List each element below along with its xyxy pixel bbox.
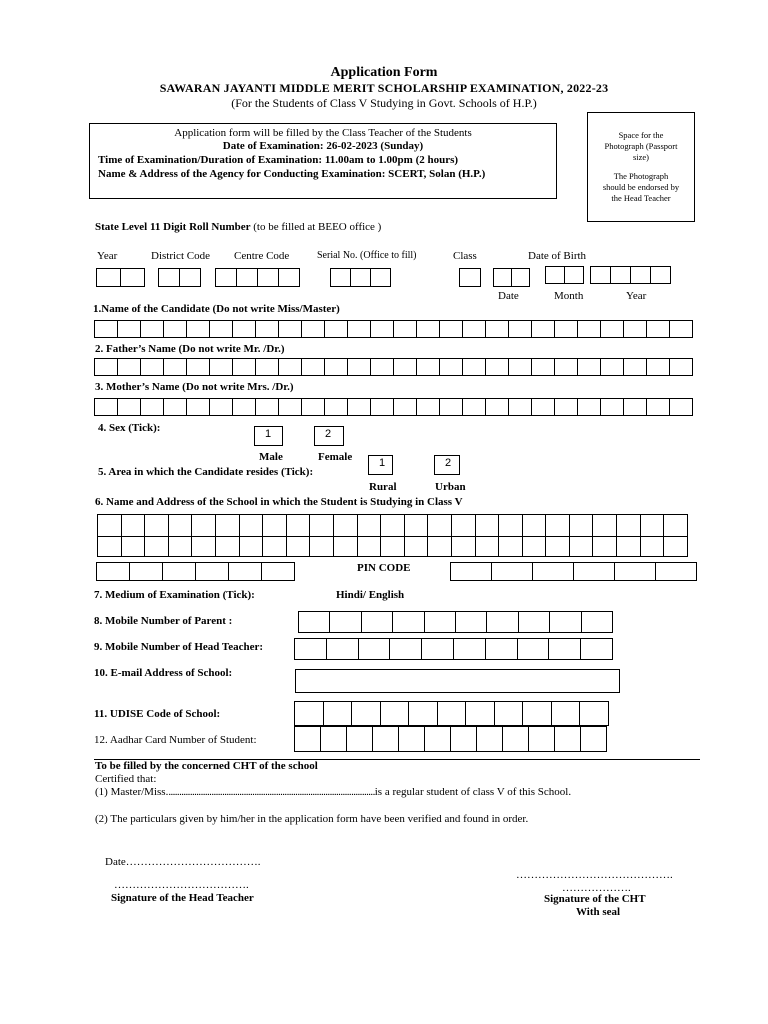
character-cell[interactable] bbox=[393, 358, 417, 376]
character-cell[interactable] bbox=[333, 514, 358, 537]
character-cell[interactable] bbox=[278, 358, 302, 376]
class-label: Class bbox=[453, 250, 477, 262]
dob-year-label: Year bbox=[626, 290, 647, 302]
year-input[interactable] bbox=[96, 268, 145, 287]
character-cell[interactable] bbox=[94, 398, 118, 416]
character-cell[interactable] bbox=[462, 320, 486, 338]
character-cell[interactable] bbox=[437, 701, 467, 726]
certified-label: Certified that: bbox=[95, 773, 157, 785]
character-cell[interactable] bbox=[416, 320, 440, 338]
character-cell[interactable] bbox=[347, 320, 371, 338]
centre-code-input[interactable] bbox=[215, 268, 300, 287]
character-cell[interactable] bbox=[640, 536, 665, 557]
character-cell[interactable] bbox=[163, 358, 187, 376]
character-cell[interactable] bbox=[416, 398, 440, 416]
father-label: 2. Father’s Name (Do not write Mr. /Dr.) bbox=[95, 343, 285, 355]
class-input[interactable] bbox=[459, 268, 481, 287]
character-cell[interactable] bbox=[255, 320, 279, 338]
character-cell[interactable] bbox=[346, 726, 373, 752]
character-cell[interactable] bbox=[298, 611, 330, 633]
character-cell[interactable] bbox=[485, 638, 518, 660]
character-cell[interactable] bbox=[554, 358, 578, 376]
character-cell[interactable] bbox=[416, 358, 440, 376]
character-cell[interactable] bbox=[508, 358, 532, 376]
certification-item-1 bbox=[95, 786, 571, 798]
character-cell[interactable] bbox=[453, 638, 486, 660]
rural-checkbox[interactable]: 1 bbox=[368, 455, 393, 475]
rural-label: Rural bbox=[369, 481, 397, 493]
character-cell[interactable] bbox=[392, 611, 424, 633]
character-cell[interactable] bbox=[451, 514, 476, 537]
item1-prefix: (1) Master/Miss. bbox=[95, 786, 169, 798]
character-cell[interactable] bbox=[168, 536, 193, 557]
character-cell[interactable] bbox=[324, 320, 348, 338]
candidate-name-input[interactable] bbox=[94, 320, 693, 338]
form-title: Application Form bbox=[330, 65, 438, 80]
character-cell[interactable] bbox=[424, 611, 456, 633]
character-cell[interactable] bbox=[144, 536, 169, 557]
character-cell[interactable] bbox=[404, 514, 429, 537]
head-teacher-signature-label: Signature of the Head Teacher bbox=[111, 892, 254, 904]
character-cell[interactable] bbox=[669, 320, 693, 338]
character-cell[interactable] bbox=[262, 536, 287, 557]
character-cell[interactable] bbox=[408, 701, 438, 726]
info-line-4: Name & Address of the Agency for Conducting Examination: SCERT, Solan (H.P.) bbox=[98, 168, 486, 180]
mother-label: 3. Mother’s Name (Do not write Mrs. /Dr.) bbox=[95, 381, 294, 393]
character-cell[interactable] bbox=[508, 320, 532, 338]
cht-seal-label: With seal bbox=[576, 906, 621, 918]
character-cell[interactable] bbox=[215, 514, 240, 537]
character-cell[interactable] bbox=[323, 701, 353, 726]
character-cell[interactable] bbox=[548, 638, 581, 660]
character-cell[interactable] bbox=[393, 398, 417, 416]
email-input[interactable] bbox=[295, 669, 620, 693]
character-cell[interactable] bbox=[278, 320, 302, 338]
character-cell[interactable] bbox=[485, 398, 509, 416]
mobile-head-input[interactable] bbox=[294, 638, 613, 660]
aadhar-input[interactable] bbox=[294, 726, 607, 752]
character-cell[interactable] bbox=[144, 514, 169, 537]
exam-title: SAWARAN JAYANTI MIDDLE MERIT SCHOLARSHIP EXAMINATION, 2022-23 bbox=[159, 81, 609, 95]
serial-label: Serial No. (Office to fill) bbox=[317, 250, 417, 261]
character-cell[interactable] bbox=[455, 611, 487, 633]
photo-note-line: should be endorsed by bbox=[602, 182, 680, 192]
character-cell[interactable] bbox=[329, 611, 361, 633]
character-cell[interactable] bbox=[347, 398, 371, 416]
character-cell[interactable] bbox=[508, 398, 532, 416]
character-cell[interactable] bbox=[439, 358, 463, 376]
character-cell[interactable] bbox=[404, 536, 429, 557]
character-cell[interactable] bbox=[439, 320, 463, 338]
roll-number-label bbox=[95, 221, 381, 233]
character-cell[interactable] bbox=[600, 320, 624, 338]
character-cell[interactable] bbox=[370, 398, 394, 416]
character-cell[interactable] bbox=[398, 726, 425, 752]
area-label: 5. Area in which the Candidate resides (Tick): bbox=[98, 466, 314, 478]
character-cell[interactable] bbox=[117, 320, 141, 338]
mobile-parent-label: 8. Mobile Number of Parent : bbox=[94, 615, 233, 627]
dob-month-label: Month bbox=[554, 290, 584, 302]
character-cell[interactable] bbox=[347, 358, 371, 376]
character-cell[interactable] bbox=[531, 398, 555, 416]
character-cell[interactable] bbox=[475, 514, 500, 537]
year-label: Year bbox=[97, 250, 118, 262]
character-cell[interactable] bbox=[554, 398, 578, 416]
character-cell[interactable] bbox=[475, 536, 500, 557]
district-code-input[interactable] bbox=[158, 268, 201, 287]
character-cell[interactable] bbox=[239, 514, 264, 537]
character-cell[interactable] bbox=[646, 320, 670, 338]
character-cell[interactable] bbox=[551, 701, 581, 726]
pin-code-input[interactable] bbox=[450, 562, 697, 581]
dob-date-input[interactable] bbox=[493, 268, 530, 287]
email-label: 10. E-mail Address of School: bbox=[94, 667, 233, 679]
character-cell[interactable] bbox=[301, 320, 325, 338]
character-cell[interactable] bbox=[592, 536, 617, 557]
dob-month-input[interactable] bbox=[545, 266, 584, 284]
roll-label: State Level 11 Digit Roll Number bbox=[95, 221, 251, 233]
character-cell[interactable] bbox=[94, 320, 118, 338]
district-label: District Code bbox=[151, 250, 210, 262]
male-checkbox[interactable]: 1 bbox=[254, 426, 283, 446]
character-cell[interactable] bbox=[450, 726, 477, 752]
medium-label: 7. Medium of Examination (Tick): bbox=[94, 589, 255, 601]
character-cell[interactable] bbox=[372, 726, 399, 752]
character-cell[interactable] bbox=[549, 611, 581, 633]
student-name-dotted-line[interactable]: ................................................................................................ bbox=[168, 786, 375, 798]
character-cell[interactable] bbox=[358, 638, 391, 660]
character-cell[interactable] bbox=[600, 358, 624, 376]
character-cell[interactable] bbox=[191, 514, 216, 537]
character-cell[interactable] bbox=[663, 536, 688, 557]
character-cell[interactable] bbox=[476, 726, 503, 752]
udise-input[interactable] bbox=[294, 701, 609, 726]
character-cell[interactable] bbox=[380, 536, 405, 557]
character-cell[interactable] bbox=[600, 398, 624, 416]
centre-label: Centre Code bbox=[234, 250, 290, 262]
female-checkbox[interactable]: 2 bbox=[314, 426, 344, 446]
character-cell[interactable] bbox=[498, 514, 523, 537]
character-cell[interactable] bbox=[301, 398, 325, 416]
character-cell[interactable] bbox=[286, 514, 311, 537]
character-cell[interactable] bbox=[580, 638, 613, 660]
character-cell[interactable] bbox=[309, 514, 334, 537]
character-cell[interactable] bbox=[301, 358, 325, 376]
character-cell[interactable] bbox=[577, 320, 601, 338]
character-cell[interactable] bbox=[309, 536, 334, 557]
character-cell[interactable] bbox=[140, 320, 164, 338]
character-cell[interactable] bbox=[209, 320, 233, 338]
character-cell[interactable] bbox=[294, 638, 327, 660]
mother-name-input[interactable] bbox=[94, 398, 693, 416]
character-cell[interactable] bbox=[421, 638, 454, 660]
candidate-label: 1.Name of the Candidate (Do not write Miss/Master) bbox=[93, 303, 340, 315]
udise-label: 11. UDISE Code of School: bbox=[94, 708, 221, 720]
photo-note-line: Space for the bbox=[618, 130, 664, 140]
character-cell[interactable] bbox=[616, 514, 641, 537]
character-cell[interactable] bbox=[117, 358, 141, 376]
character-cell[interactable] bbox=[569, 536, 594, 557]
character-cell[interactable] bbox=[324, 358, 348, 376]
character-cell[interactable] bbox=[140, 398, 164, 416]
character-cell[interactable] bbox=[531, 358, 555, 376]
character-cell[interactable] bbox=[262, 514, 287, 537]
character-cell[interactable] bbox=[427, 536, 452, 557]
photo-note-line: size) bbox=[632, 152, 650, 162]
cht-heading: To be filled by the concerned CHT of the school bbox=[95, 760, 318, 772]
character-cell[interactable] bbox=[186, 358, 210, 376]
character-cell[interactable] bbox=[554, 320, 578, 338]
character-cell[interactable] bbox=[451, 536, 476, 557]
male-label: Male bbox=[259, 451, 283, 463]
character-cell[interactable] bbox=[294, 701, 324, 726]
school-address-line1[interactable] bbox=[97, 514, 688, 537]
photo-note bbox=[587, 130, 695, 204]
character-cell[interactable] bbox=[518, 611, 550, 633]
character-cell[interactable] bbox=[140, 358, 164, 376]
item1-suffix: is a regular student of class V of this School bbox=[374, 786, 569, 798]
character-cell[interactable] bbox=[209, 398, 233, 416]
item1-end: . bbox=[568, 786, 572, 798]
character-cell[interactable] bbox=[370, 358, 394, 376]
character-cell[interactable] bbox=[232, 358, 256, 376]
character-cell[interactable] bbox=[163, 320, 187, 338]
character-cell[interactable] bbox=[361, 611, 393, 633]
character-cell[interactable] bbox=[286, 536, 311, 557]
character-cell[interactable] bbox=[121, 514, 146, 537]
dob-label: Date of Birth bbox=[528, 250, 587, 262]
dob-date-label: Date bbox=[498, 290, 519, 302]
character-cell[interactable] bbox=[462, 398, 486, 416]
character-cell[interactable] bbox=[462, 358, 486, 376]
pin-code-label: PIN CODE bbox=[357, 562, 411, 574]
character-cell[interactable] bbox=[465, 701, 495, 726]
character-cell[interactable] bbox=[502, 726, 529, 752]
character-cell[interactable] bbox=[517, 638, 550, 660]
character-cell[interactable] bbox=[97, 514, 122, 537]
character-cell[interactable] bbox=[209, 358, 233, 376]
photo-note-line: Photograph (Passport bbox=[604, 141, 678, 151]
character-cell[interactable] bbox=[97, 536, 122, 557]
info-line-2: Date of Examination: 26-02-2023 (Sunday) bbox=[222, 140, 424, 152]
character-cell[interactable] bbox=[324, 398, 348, 416]
sex-label: 4. Sex (Tick): bbox=[98, 422, 161, 434]
character-cell[interactable] bbox=[427, 514, 452, 537]
school-address-line3[interactable] bbox=[96, 562, 295, 581]
character-cell[interactable] bbox=[357, 514, 382, 537]
character-cell[interactable] bbox=[94, 358, 118, 376]
character-cell[interactable] bbox=[531, 320, 555, 338]
head-teacher-signature-line[interactable]: ………………………………. bbox=[114, 879, 249, 891]
character-cell[interactable] bbox=[215, 536, 240, 557]
urban-checkbox[interactable]: 2 bbox=[434, 455, 460, 475]
character-cell[interactable] bbox=[581, 611, 613, 633]
urban-label: Urban bbox=[435, 481, 466, 493]
character-cell[interactable] bbox=[121, 536, 146, 557]
character-cell[interactable] bbox=[669, 398, 693, 416]
character-cell[interactable] bbox=[326, 638, 359, 660]
character-cell[interactable] bbox=[232, 398, 256, 416]
mobile-head-label: 9. Mobile Number of Head Teacher: bbox=[94, 641, 264, 653]
character-cell[interactable] bbox=[186, 398, 210, 416]
character-cell[interactable] bbox=[545, 536, 570, 557]
cht-signature-line[interactable]: ……………………………………. bbox=[516, 869, 673, 881]
character-cell[interactable] bbox=[528, 726, 555, 752]
roll-note: (to be filled at BEEO office ) bbox=[253, 221, 382, 233]
character-cell[interactable] bbox=[380, 514, 405, 537]
character-cell[interactable] bbox=[232, 320, 256, 338]
date-field[interactable] bbox=[105, 856, 261, 868]
info-line-1: Application form will be filled by the Class Teacher of the Students bbox=[174, 127, 472, 139]
certification-item-2: (2) The particulars given by him/her in the application form have been verified and found in order. bbox=[95, 813, 529, 825]
character-cell[interactable] bbox=[498, 536, 523, 557]
father-name-input[interactable] bbox=[94, 358, 693, 376]
character-cell[interactable] bbox=[351, 701, 381, 726]
photo-note-line: The Photograph bbox=[613, 171, 669, 181]
character-cell[interactable] bbox=[592, 514, 617, 537]
character-cell[interactable] bbox=[522, 536, 547, 557]
character-cell[interactable] bbox=[424, 726, 451, 752]
character-cell[interactable] bbox=[579, 701, 609, 726]
character-cell[interactable] bbox=[663, 514, 688, 537]
cht-signature-label: Signature of the CHT bbox=[544, 893, 646, 905]
character-cell[interactable] bbox=[623, 358, 647, 376]
character-cell[interactable] bbox=[186, 320, 210, 338]
character-cell[interactable] bbox=[522, 701, 552, 726]
character-cell[interactable] bbox=[522, 514, 547, 537]
form-subtitle: (For the Students of Class V Studying in Govt. Schools of H.P.) bbox=[231, 96, 537, 110]
character-cell[interactable] bbox=[486, 611, 518, 633]
cht-signature-line-2[interactable]: ………………. bbox=[562, 882, 631, 894]
character-cell[interactable] bbox=[333, 536, 358, 557]
character-cell[interactable] bbox=[640, 514, 665, 537]
character-cell[interactable] bbox=[117, 398, 141, 416]
character-cell[interactable] bbox=[255, 358, 279, 376]
info-line-3: Time of Examination/Duration of Examination: 11.00am to 1.00pm (2 hours) bbox=[98, 154, 459, 166]
character-cell[interactable] bbox=[616, 536, 641, 557]
character-cell[interactable] bbox=[389, 638, 422, 660]
character-cell[interactable] bbox=[255, 398, 279, 416]
character-cell[interactable] bbox=[494, 701, 524, 726]
character-cell[interactable] bbox=[294, 726, 321, 752]
character-cell[interactable] bbox=[569, 514, 594, 537]
character-cell[interactable] bbox=[577, 358, 601, 376]
character-cell[interactable] bbox=[370, 320, 394, 338]
character-cell[interactable] bbox=[485, 320, 509, 338]
date-dotted-line[interactable]: ………………………………. bbox=[125, 856, 261, 868]
character-cell[interactable] bbox=[623, 398, 647, 416]
character-cell[interactable] bbox=[168, 514, 193, 537]
character-cell[interactable] bbox=[485, 358, 509, 376]
dob-year-input[interactable] bbox=[590, 266, 671, 284]
character-cell[interactable] bbox=[545, 514, 570, 537]
character-cell[interactable] bbox=[191, 536, 216, 557]
mobile-parent-input[interactable] bbox=[298, 611, 613, 633]
character-cell[interactable] bbox=[278, 398, 302, 416]
character-cell[interactable] bbox=[357, 536, 382, 557]
character-cell[interactable] bbox=[669, 358, 693, 376]
character-cell[interactable] bbox=[393, 320, 417, 338]
serial-no-input[interactable] bbox=[330, 268, 391, 287]
female-label: Female bbox=[318, 451, 353, 463]
character-cell[interactable] bbox=[239, 536, 264, 557]
school-address-line2[interactable] bbox=[97, 536, 688, 557]
character-cell[interactable] bbox=[320, 726, 347, 752]
character-cell[interactable] bbox=[623, 320, 647, 338]
character-cell[interactable] bbox=[646, 358, 670, 376]
medium-options[interactable]: Hindi/ English bbox=[336, 589, 405, 601]
character-cell[interactable] bbox=[554, 726, 581, 752]
aadhar-label: 12. Aadhar Card Number of Student: bbox=[94, 734, 257, 746]
character-cell[interactable] bbox=[380, 701, 410, 726]
character-cell[interactable] bbox=[163, 398, 187, 416]
character-cell[interactable] bbox=[646, 398, 670, 416]
photo-note-line: the Head Teacher bbox=[611, 193, 671, 203]
date-label: Date bbox=[105, 856, 126, 868]
school-label: 6. Name and Address of the School in which the Student is Studying in Class V bbox=[95, 496, 463, 508]
character-cell[interactable] bbox=[439, 398, 463, 416]
character-cell[interactable] bbox=[580, 726, 607, 752]
character-cell[interactable] bbox=[577, 398, 601, 416]
